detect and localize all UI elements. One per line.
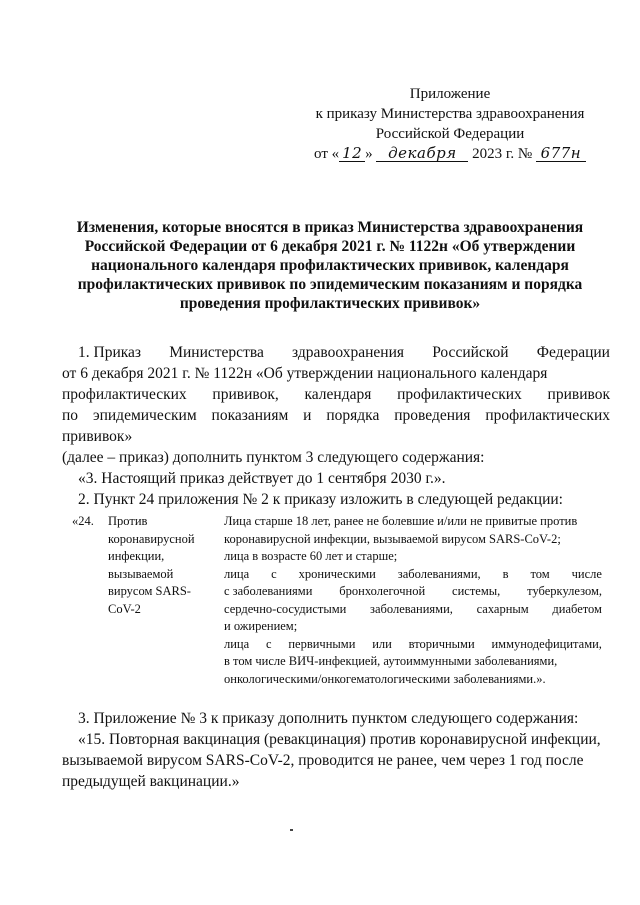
description-line: с заболеваниями бронхолегочной системы, туберкулезом,	[224, 584, 602, 598]
ministry-country: Российской Федерации	[375, 126, 525, 142]
year-number-label: 2023 г. №	[472, 146, 533, 162]
table-row-number: «24.	[72, 514, 94, 528]
order-date-line	[300, 144, 600, 166]
word: профилактических	[397, 386, 522, 403]
paragraph-3-quote-line-3: предыдущей вакцинации.»	[62, 773, 240, 790]
paragraph-1-quote: «3. Настоящий приказ действует до 1 сентября 2030 г.».	[78, 470, 446, 487]
paragraph-3-quote-line-2: вызываемой вирусом SARS-CoV-2, проводится не ранее, чем через 1 год после	[62, 752, 584, 769]
handwritten-order-number: 677н	[536, 145, 586, 162]
table-population-description	[224, 513, 602, 688]
word: Федерации	[536, 344, 610, 361]
name-line: вызываемой	[108, 566, 174, 581]
paragraph-3-quote-line-1: «15. Повторная вакцинация (ревакцинация) против коронавирусной инфекции,	[78, 731, 601, 748]
description-line: коронавирусной инфекции, вызываемой вирусом SARS-CoV-2;	[224, 531, 561, 546]
date-quote-close: »	[365, 146, 373, 162]
paragraph-2: 2. Пункт 24 приложения № 2 к приказу изложить в следующей редакции:	[78, 491, 563, 508]
paragraph-1-line-5: (далее – приказ) дополнить пунктом 3 следующего содержания:	[62, 449, 485, 466]
appendix-header	[300, 84, 600, 166]
word: Министерства	[169, 344, 264, 361]
name-line: коронавирусной	[108, 531, 195, 546]
paragraph-1-line-3	[62, 384, 610, 405]
description-line: и ожирением;	[224, 619, 298, 633]
word: календаря	[304, 386, 372, 403]
name-line: CoV-2	[108, 601, 141, 616]
description-line: в том числе ВИЧ-инфекцией, аутоиммунными заболеваниями,	[224, 654, 558, 668]
description-line: лица в возрасте 60 лет и старше;	[224, 549, 398, 563]
description-line: лица с первичными или вторичными иммунодефицитами,	[224, 636, 602, 651]
section-3	[62, 708, 610, 792]
appendix-label: Приложение	[409, 86, 491, 102]
title-line: Российской Федерации от 6 декабря 2021 г. № 1122н «Об утверждении	[84, 238, 576, 255]
word: Российской	[432, 344, 509, 361]
word: здравоохранения	[292, 344, 404, 361]
name-line: инфекции,	[108, 549, 165, 563]
document-body	[62, 342, 610, 510]
document-title	[60, 218, 600, 313]
description-line: лица с хроническими заболеваниями, в том числе	[224, 566, 602, 581]
title-line: национального календаря профилактических прививок, календаря	[91, 257, 569, 274]
handwritten-day: 12	[339, 145, 365, 162]
description-line: сердечно-сосудистыми заболеваниями, сахарным диабетом	[224, 601, 602, 616]
paragraph-1-line-1	[62, 342, 610, 363]
paragraph-1-line-4: по эпидемическим показаниям и порядка проведения профилактических прививок»	[62, 407, 610, 445]
paragraph-1-line-2: от 6 декабря 2021 г. № 1122н «Об утверждении национального календаря	[62, 365, 548, 382]
scan-speck	[290, 829, 293, 831]
order-reference: к приказу Министерства здравоохранения	[315, 106, 585, 122]
description-line: онкологическими/онкогематологическими заболеваниями.».	[224, 671, 546, 686]
title-line: Изменения, которые вносятся в приказ Министерства здравоохранения	[76, 219, 584, 236]
word: прививок	[547, 386, 610, 403]
word: профилактических	[62, 386, 187, 403]
name-line: вирусом SARS-	[108, 584, 191, 598]
paragraph-3: 3. Приложение № 3 к приказу дополнить пунктом следующего содержания:	[78, 710, 579, 727]
description-line: Лица старше 18 лет, ранее не болевшие и/или не привитые против	[224, 514, 578, 528]
title-line: проведения профилактических прививок»	[179, 295, 481, 312]
title-line: профилактических прививок по эпидемическим показаниям и порядка	[77, 276, 583, 293]
handwritten-month: декабря	[376, 145, 468, 162]
table-infection-name	[108, 513, 206, 618]
date-prefix: от «	[314, 146, 340, 162]
name-line: Против	[108, 514, 148, 528]
word: прививок,	[212, 386, 279, 403]
word: 1. Приказ	[78, 344, 142, 361]
